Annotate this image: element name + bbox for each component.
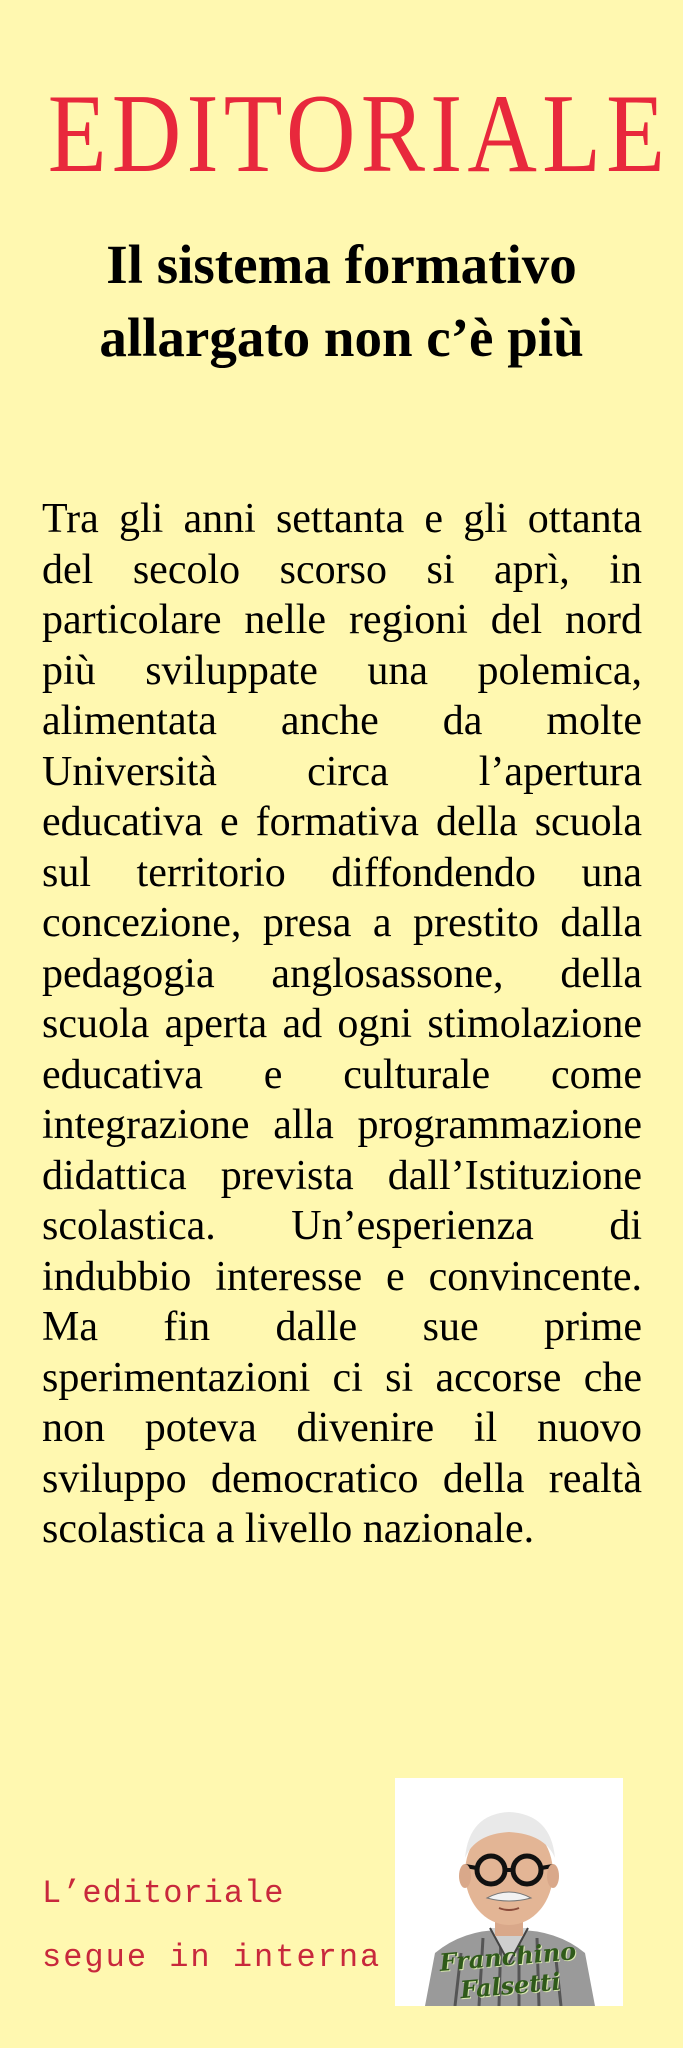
masthead-title: EDITORIALE <box>47 72 671 196</box>
continuation-note-line-1: L’editoriale <box>42 1875 285 1912</box>
article-body: Tra gli anni settanta e gli ottanta del secolo scorso si aprì, in particolare nelle regioni del nord più sviluppate una polemica, alimentata anche da molte Università circa l’apertura educativa e formativa della scuola sul territorio diffondendo una concezione, presa a prestito dalla pedagogia anglosassone, della scuola aperta ad ogni stimolazione educativa e culturale come integrazione alla programmazione didattica prevista dall’Istituzione scolastica. Un’esperienza di indubbio interesse e convincente. Ma fin dalle sue prime sperimentazioni ci si accorse che non poteva divenire il nuovo sviluppo democratico della realtà scolastica a livello nazionale. <box>42 496 642 1552</box>
continuation-note <box>42 1862 392 1990</box>
continuation-note-line-2: segue in interna <box>42 1939 382 1976</box>
author-portrait <box>395 1778 623 2006</box>
author-signature: Franchino Falsetti <box>438 1936 578 2005</box>
article-headline: Il sistema formativo allargato non c’è più <box>99 234 584 368</box>
